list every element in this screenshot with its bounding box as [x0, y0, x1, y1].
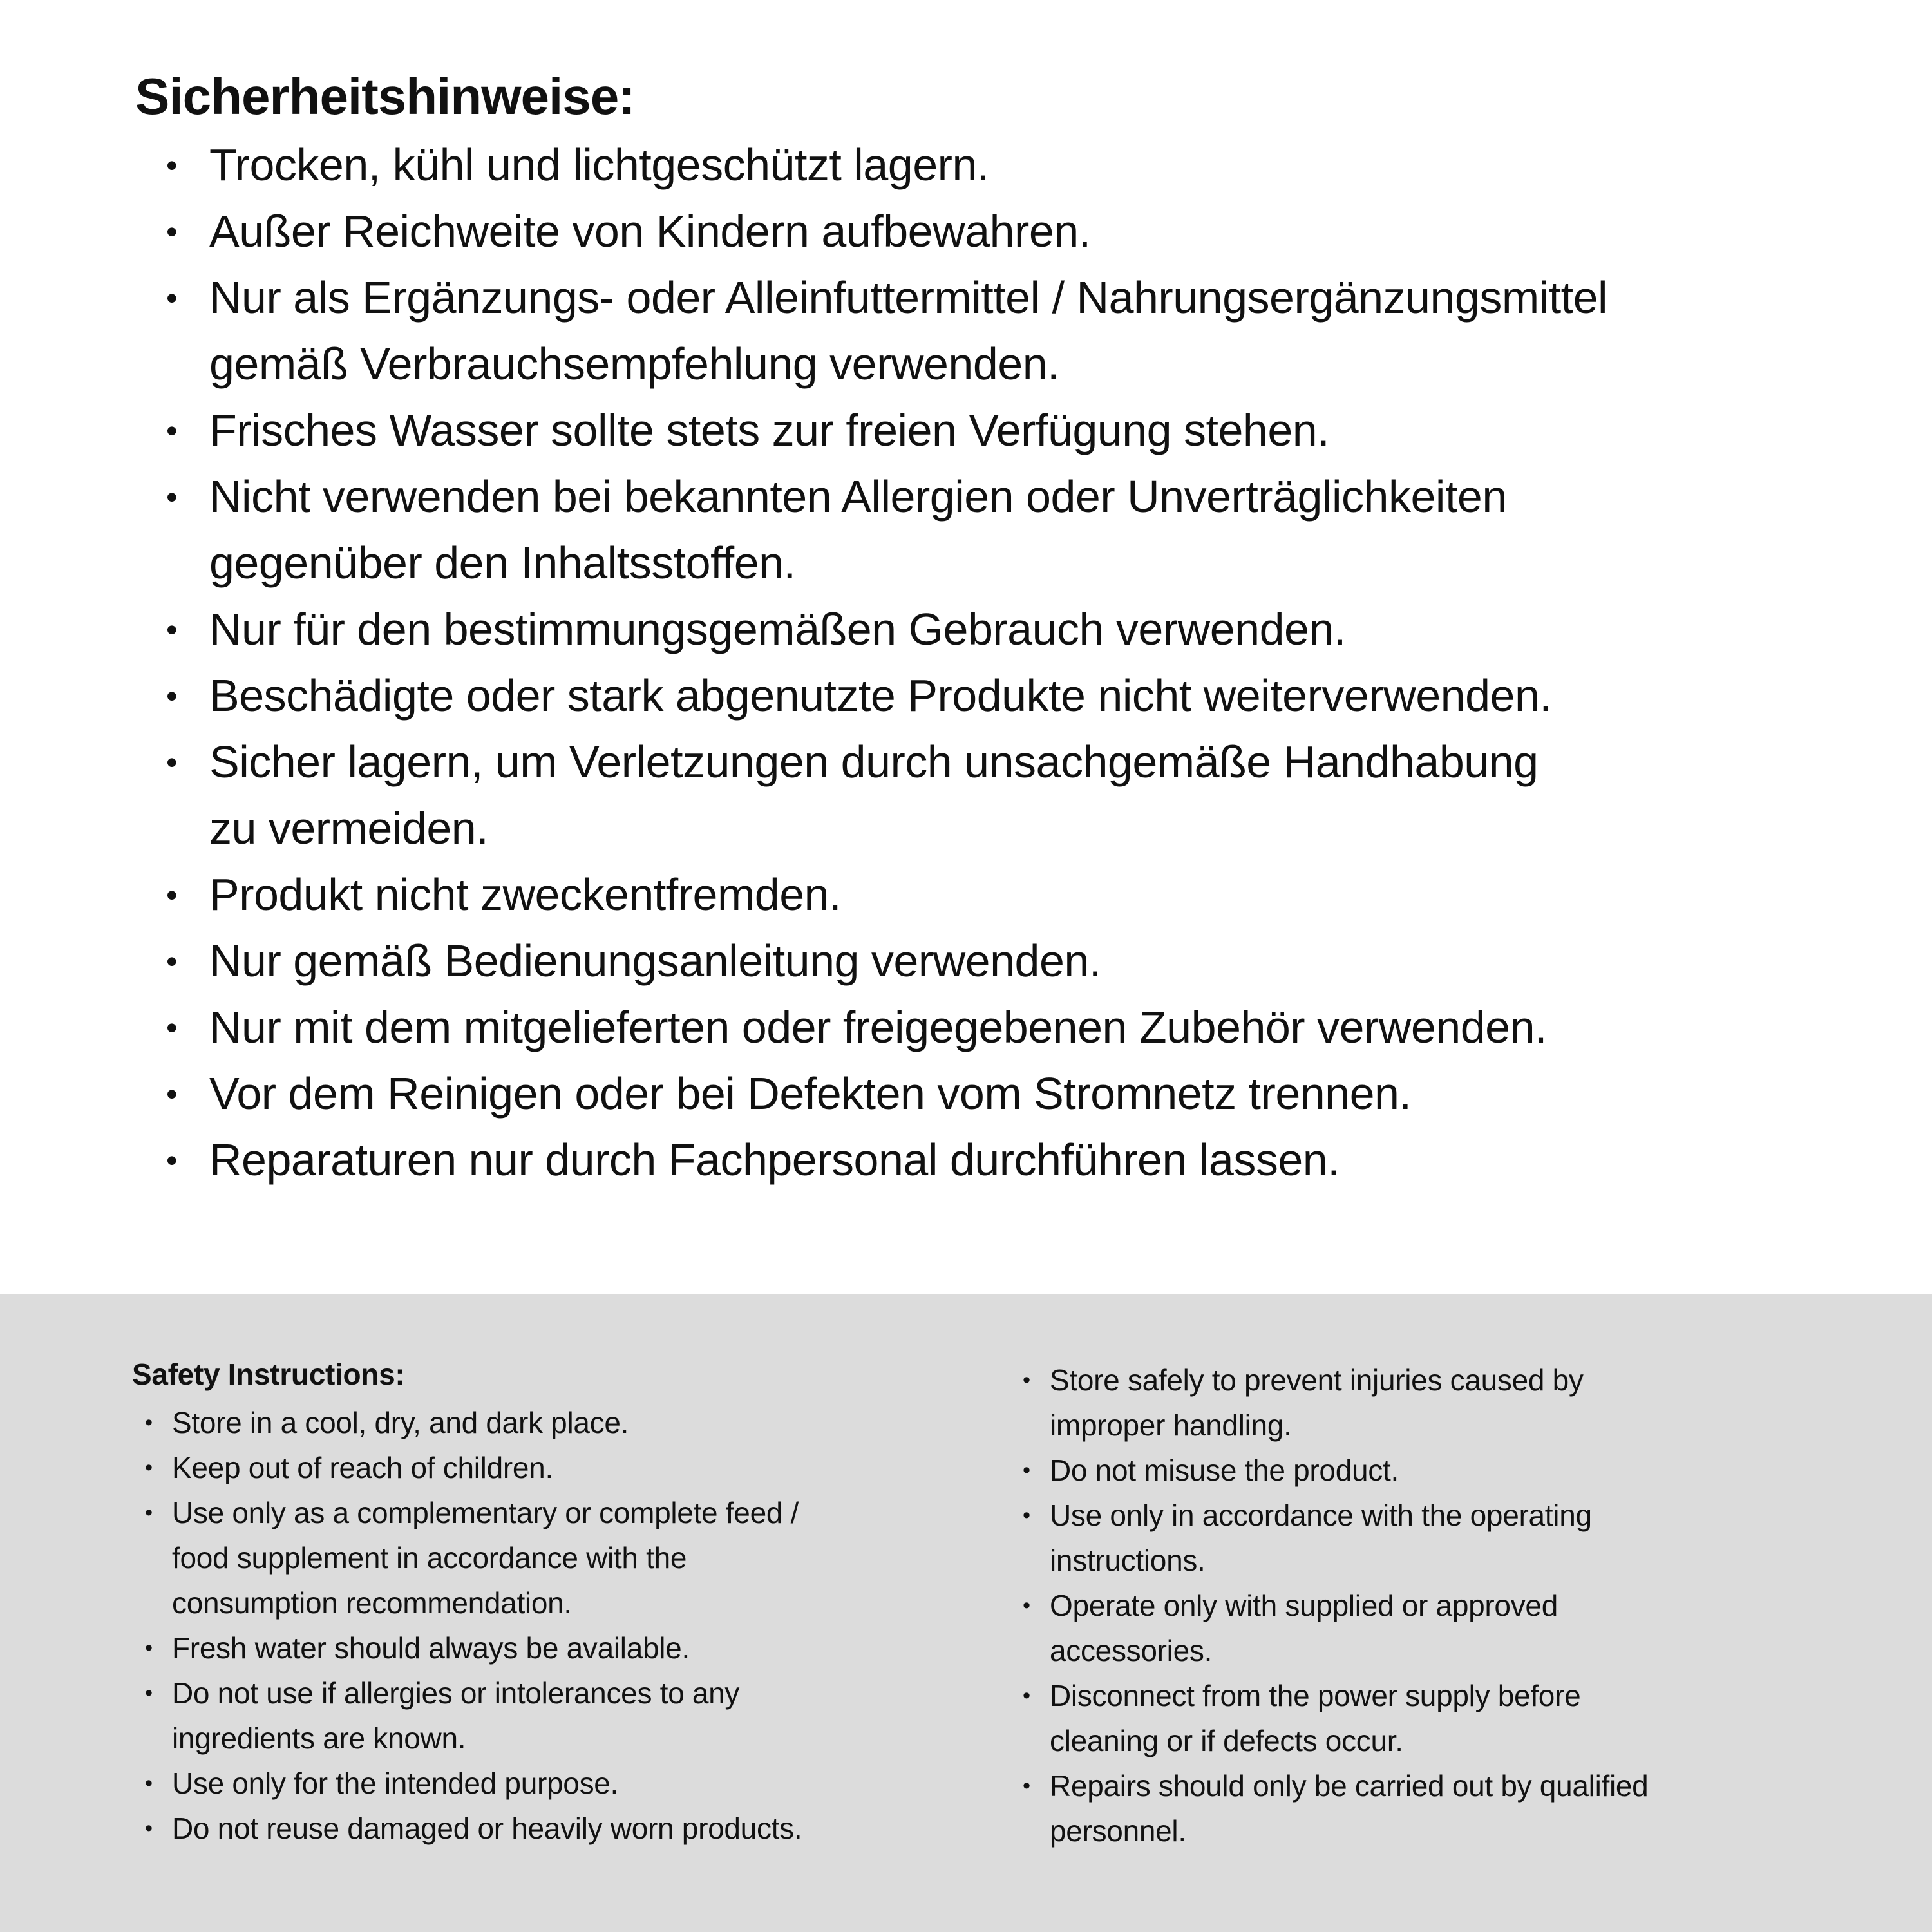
english-safety-item: • Use only for the intended purpose. [132, 1761, 1010, 1806]
english-section [0, 1294, 1932, 1932]
german-safety-item: • Reparaturen nur durch Fachpersonal durchführen lassen. [135, 1127, 1868, 1193]
german-safety-item: • Nur für den bestimmungsgemäßen Gebrauch verwenden. [135, 596, 1868, 663]
german-safety-item: • Produkt nicht zweckentfremden. [135, 862, 1868, 928]
english-safety-item: • Fresh water should always be available. [132, 1625, 1010, 1671]
german-safety-item-continuation: gemäß Verbrauchsempfehlung verwenden. [209, 339, 1060, 389]
english-safety-item-continuation: personnel. [1050, 1814, 1186, 1848]
german-safety-item-continuation: gegenüber den Inhaltsstoffen. [209, 538, 796, 588]
english-safety-item: • Repairs should only be carried out by qualified [1010, 1763, 1893, 1808]
english-right-column [1010, 1358, 1893, 1853]
english-safety-item: • Do not use if allergies or intolerances to any [132, 1671, 1010, 1716]
english-safety-item: • Do not reuse damaged or heavily worn products. [132, 1806, 1010, 1851]
english-safety-item: • Operate only with supplied or approved [1010, 1583, 1893, 1628]
english-safety-item-continuation: ingredients are known. [172, 1721, 466, 1755]
german-safety-item: • Sicher lagern, um Verletzungen durch unsachgemäße Handhabung [135, 729, 1868, 795]
german-safety-item: • Außer Reichweite von Kindern aufbewahren. [135, 198, 1868, 265]
english-safety-item: • Do not misuse the product. [1010, 1448, 1893, 1493]
german-safety-item: • Frisches Wasser sollte stets zur freien Verfügung stehen. [135, 397, 1868, 464]
german-safety-item-continuation: zu vermeiden. [209, 803, 489, 853]
english-safety-item: • Store safely to prevent injuries caused by [1010, 1358, 1893, 1403]
english-safety-item: • Disconnect from the power supply before [1010, 1673, 1893, 1718]
german-safety-item: • Nur gemäß Bedienungsanleitung verwenden. [135, 928, 1868, 994]
english-safety-list-right [1010, 1358, 1893, 1853]
german-safety-item: • Beschädigte oder stark abgenutzte Produkte nicht weiterverwenden. [135, 663, 1868, 729]
english-left-column [132, 1358, 1010, 1851]
german-safety-item: • Nicht verwenden bei bekannten Allergien oder Unverträglichkeiten [135, 464, 1868, 530]
german-safety-item: • Trocken, kühl und lichtgeschützt lagern. [135, 132, 1868, 198]
german-safety-item: • Vor dem Reinigen oder bei Defekten vom Stromnetz trennen. [135, 1061, 1868, 1127]
german-safety-item: • Nur als Ergänzungs- oder Alleinfuttermittel / Nahrungsergänzungsmittel [135, 265, 1868, 331]
english-safety-item: • Store in a cool, dry, and dark place. [132, 1400, 1010, 1445]
english-safety-item-continuation: food supplement in accordance with the [172, 1541, 687, 1575]
english-safety-item: • Use only in accordance with the operating [1010, 1493, 1893, 1538]
english-safety-item: • Use only as a complementary or complete feed / [132, 1490, 1010, 1535]
english-safety-item-continuation: consumption recommendation. [172, 1586, 572, 1620]
english-safety-item: • Keep out of reach of children. [132, 1445, 1010, 1490]
english-heading: Safety Instructions: [132, 1358, 405, 1391]
german-safety-item: • Nur mit dem mitgelieferten oder freigegebenen Zubehör verwenden. [135, 994, 1868, 1061]
english-safety-item-continuation: improper handling. [1050, 1408, 1292, 1442]
english-safety-item-continuation: instructions. [1050, 1544, 1206, 1577]
english-safety-item-continuation: cleaning or if defects occur. [1050, 1724, 1403, 1757]
german-safety-list [135, 132, 1868, 1193]
german-heading: Sicherheitshinweise: [135, 68, 635, 125]
english-safety-list-left [132, 1400, 1010, 1851]
english-safety-item-continuation: accessories. [1050, 1634, 1213, 1667]
